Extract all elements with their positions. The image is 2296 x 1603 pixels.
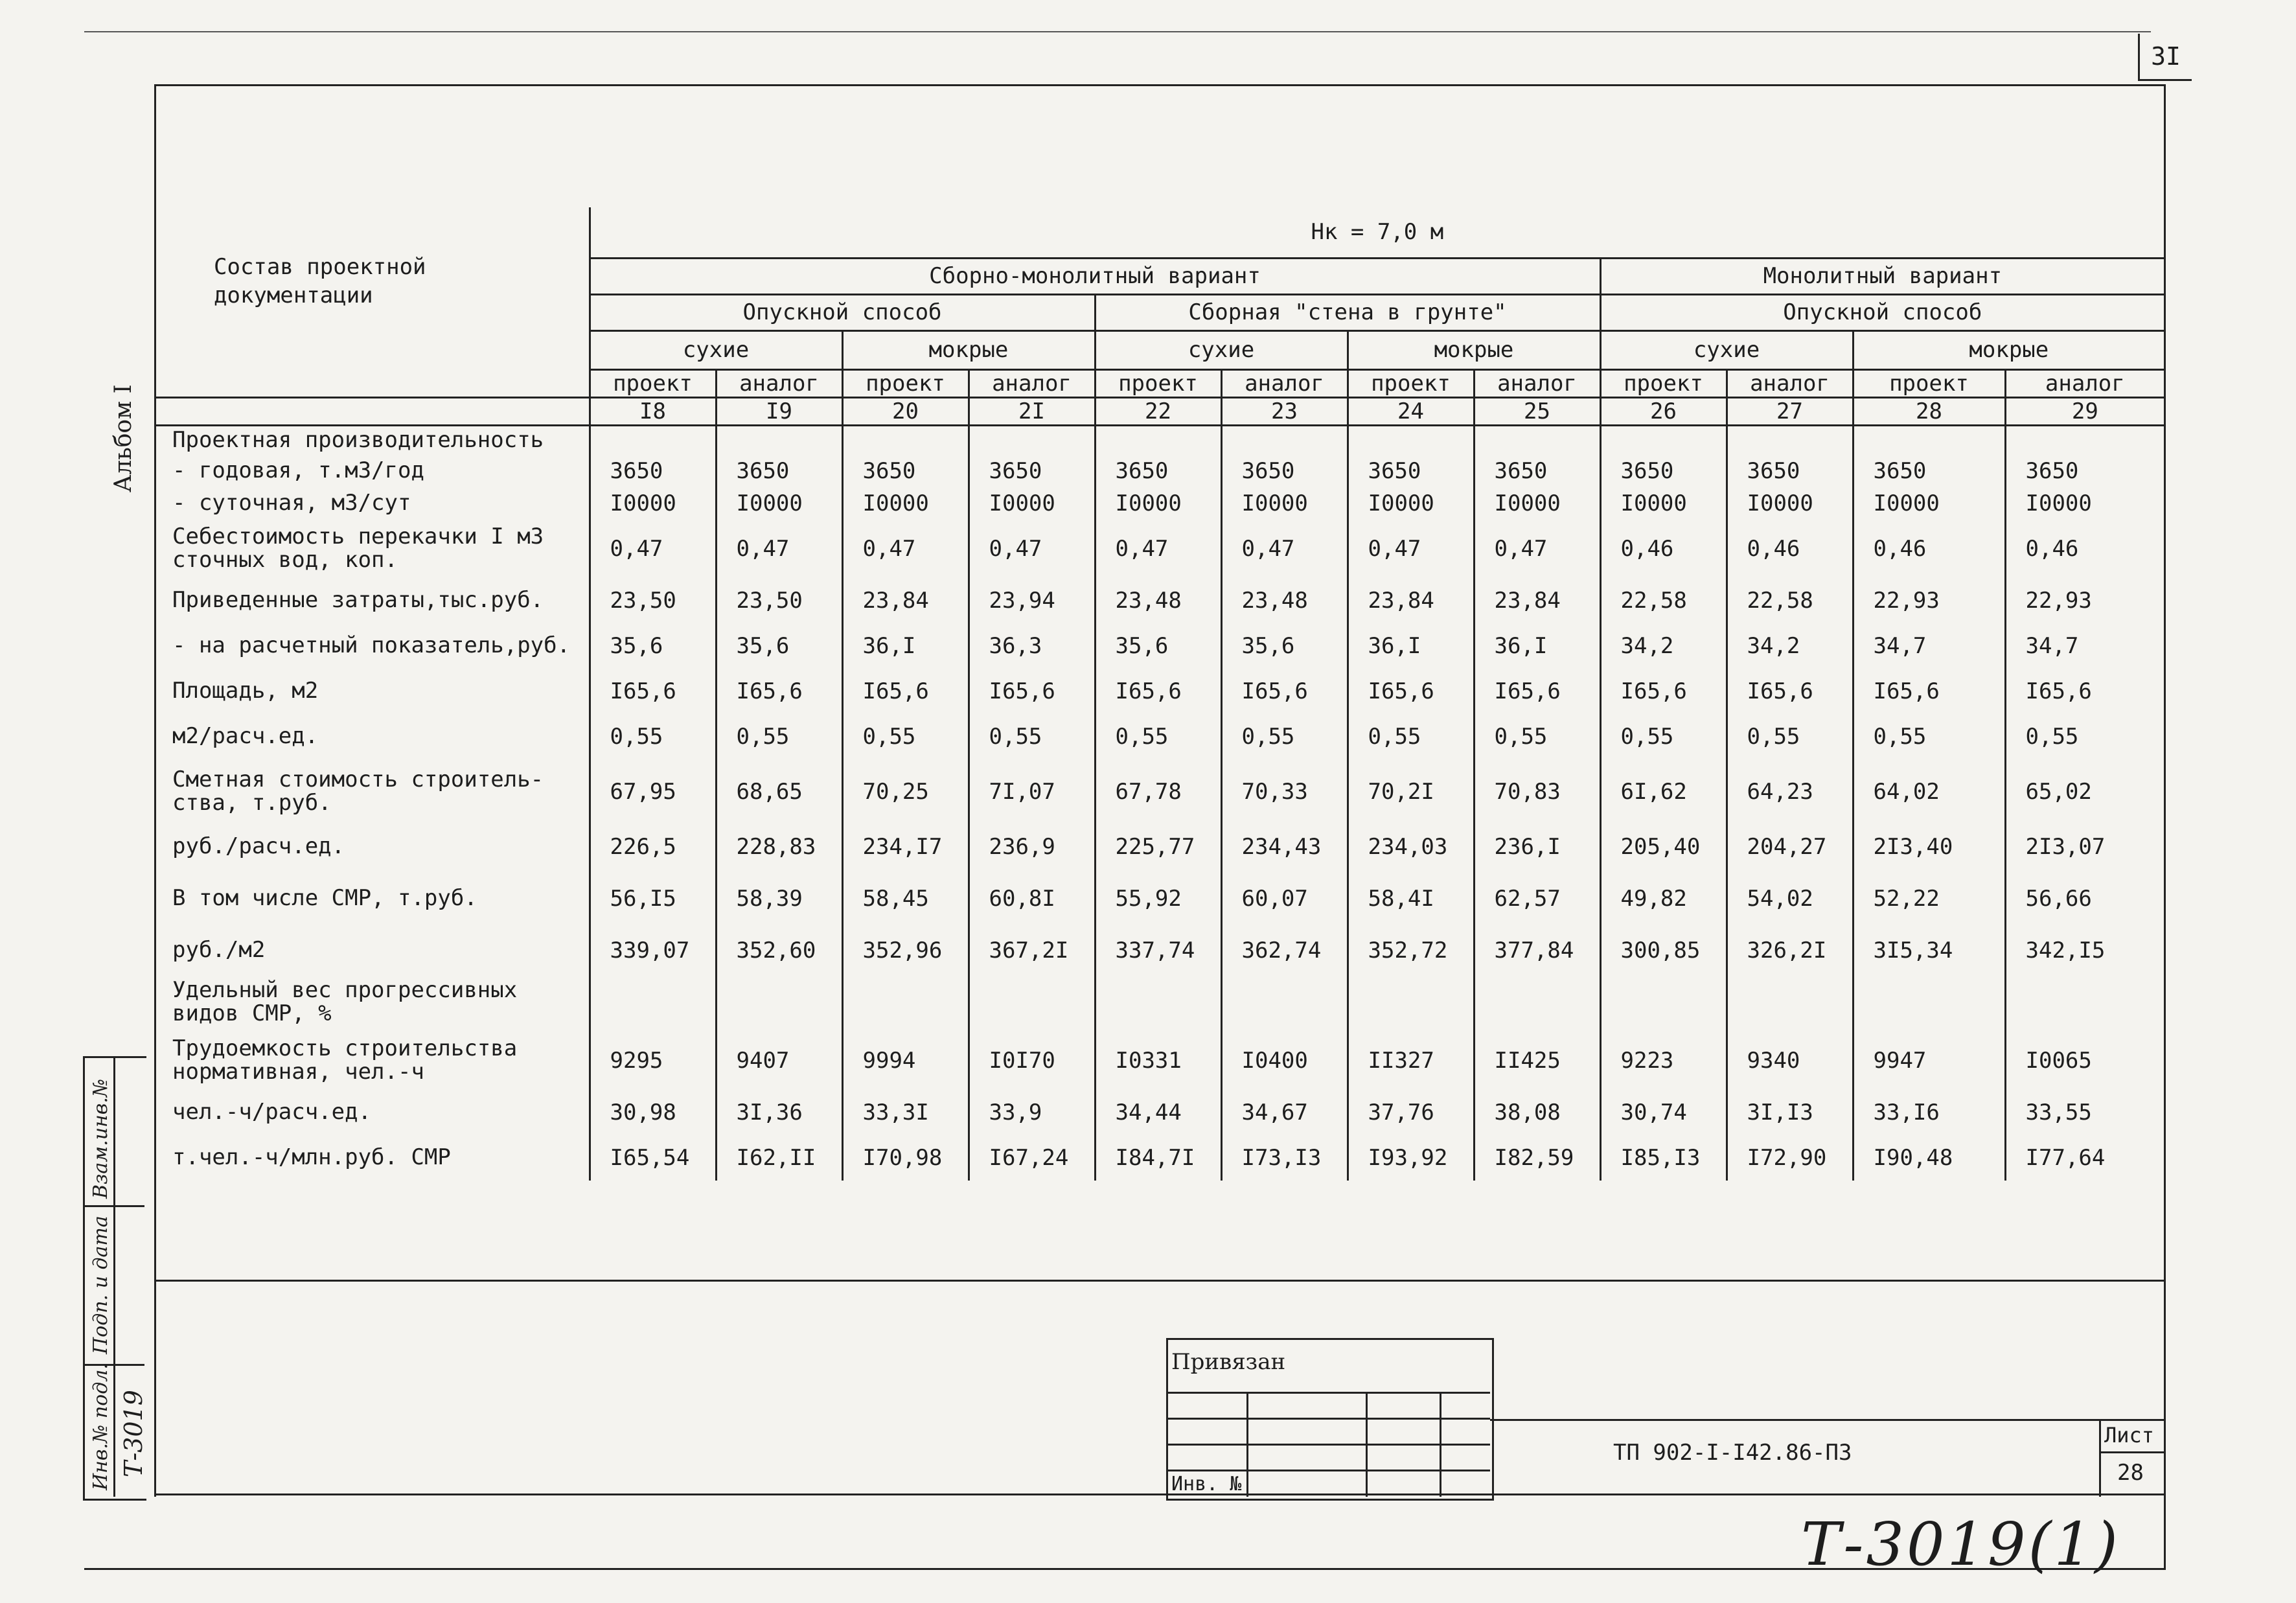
table-cell: 3650 (590, 455, 716, 487)
table-cell: I65,6 (590, 669, 716, 714)
table-cell (2005, 425, 2164, 455)
binding-line (1166, 1470, 1490, 1471)
table-cell: I0000 (590, 487, 716, 520)
table-cell: 0,47 (1221, 520, 1348, 578)
side-stamp-line (83, 1205, 144, 1207)
table-cell: 58,4I (1348, 870, 1474, 928)
table-cell: 326,2I (1727, 928, 1853, 973)
table-cell: 9295 (590, 1032, 716, 1090)
table-cell: 9340 (1727, 1032, 1853, 1090)
table-cell: 35,6 (1221, 623, 1348, 669)
header-num: 25 (1474, 397, 1600, 425)
table-cell: 0,55 (842, 714, 969, 759)
table-cell: I67,24 (969, 1135, 1095, 1181)
table-cell (1348, 973, 1474, 1032)
row-label: Сметная стоимость строитель- ства, т.руб. (172, 767, 544, 816)
table-cell: I0400 (1221, 1032, 1348, 1090)
table-cell: 23,50 (590, 578, 716, 623)
header-type: аналог (1474, 369, 1600, 397)
table-cell (969, 425, 1095, 455)
table-cell: 0,46 (2005, 520, 2164, 578)
table-cell (590, 973, 716, 1032)
table-cell: 23,48 (1095, 578, 1221, 623)
table-cell: 3650 (969, 455, 1095, 487)
table-cell: 339,07 (590, 928, 716, 973)
side-stamp-inv-label: Инв.№ подл. (89, 1363, 112, 1490)
side-stamp-sign-label: Подп. и дата (89, 1216, 112, 1354)
row-label: т.чел.-ч/млн.руб. СМР (172, 1144, 451, 1171)
table-cell: 3650 (1727, 455, 1853, 487)
table-cell: II425 (1474, 1032, 1600, 1090)
table-cell: 23,84 (842, 578, 969, 623)
table-cell: 64,23 (1727, 759, 1853, 824)
header-type: проект (1095, 369, 1221, 397)
table-cell: 36,3 (969, 623, 1095, 669)
header-num: 2I (969, 397, 1095, 425)
table-cell: 9994 (842, 1032, 969, 1090)
table-cell: 36,I (1474, 623, 1600, 669)
table-cell: 6I,62 (1600, 759, 1727, 824)
table-cell: 35,6 (590, 623, 716, 669)
table-cell: II327 (1348, 1032, 1474, 1090)
table-cell: 60,8I (969, 870, 1095, 928)
table-cell: 23,48 (1221, 578, 1348, 623)
table-cell: 0,55 (590, 714, 716, 759)
table-body (155, 425, 2164, 1181)
table-cell: I0000 (969, 487, 1095, 520)
table-cell: 234,03 (1348, 824, 1474, 870)
row-label: - суточная, м3/сут (172, 490, 411, 516)
table-cell (1600, 425, 1727, 455)
table-cell: I85,I3 (1600, 1135, 1727, 1181)
table-cell: 3650 (842, 455, 969, 487)
table-cell: 33,9 (969, 1090, 1095, 1135)
table-cell: I65,6 (1853, 669, 2005, 714)
table-cell: 36,I (1348, 623, 1474, 669)
table-cell: 0,47 (842, 520, 969, 578)
doc-code: ТП 902-I-I42.86-ПЗ (1613, 1440, 1852, 1466)
table-cell: 0,55 (1727, 714, 1853, 759)
table-cell: 0,47 (1095, 520, 1221, 578)
header-nk: Нк = 7,0 м (590, 207, 2164, 258)
binding-line (1166, 1418, 1490, 1420)
header-num: 22 (1095, 397, 1221, 425)
table-cell: 67,95 (590, 759, 716, 824)
table-cell: 67,78 (1095, 759, 1221, 824)
handwritten-inventory: Т-3019(1) (1801, 1510, 2120, 1579)
header-method-wall: Сборная "стена в грунте" (1095, 294, 1600, 330)
table-cell: 9407 (716, 1032, 842, 1090)
table-cell: 352,96 (842, 928, 969, 973)
row-label: руб./м2 (172, 937, 266, 963)
table-cell (716, 425, 842, 455)
header-type: аналог (969, 369, 1095, 397)
side-stamp-inv-number: Т-3019 (119, 1390, 148, 1477)
binding-col (1246, 1392, 1248, 1497)
header-num: 20 (842, 397, 969, 425)
album-label: Альбом I (110, 384, 137, 492)
table-cell: 234,I7 (842, 824, 969, 870)
header-type: проект (1853, 369, 2005, 397)
header-num: 27 (1727, 397, 1853, 425)
table-cell: 65,02 (2005, 759, 2164, 824)
table-cell: I65,6 (1727, 669, 1853, 714)
table-cell: I93,92 (1348, 1135, 1474, 1181)
table-cell: I0000 (716, 487, 842, 520)
table-cell: 0,55 (1600, 714, 1727, 759)
table-cell: 226,5 (590, 824, 716, 870)
table-cell: 70,33 (1221, 759, 1348, 824)
table-cell: 0,55 (969, 714, 1095, 759)
table-cell: 49,82 (1600, 870, 1727, 928)
table-cell: 0,55 (1474, 714, 1600, 759)
row-label: м2/расч.ед. (172, 723, 319, 750)
table-cell: 300,85 (1600, 928, 1727, 973)
table-cell (1853, 973, 2005, 1032)
row-label: - на расчетный показатель,руб. (172, 632, 571, 659)
header-num: I9 (716, 397, 842, 425)
header-type: проект (1600, 369, 1727, 397)
table-cell: I65,6 (716, 669, 842, 714)
table-cell: 236,9 (969, 824, 1095, 870)
header-num: 23 (1221, 397, 1348, 425)
table-row (155, 714, 2164, 759)
row-label: Удельный вес прогрессивных видов СМР, % (172, 977, 518, 1026)
page-number: 3I (2138, 34, 2192, 81)
table-cell: 0,47 (1348, 520, 1474, 578)
header-cond: мокрые (1348, 330, 1600, 369)
row-label: В том числе СМР, т.руб. (172, 885, 477, 912)
row-label: Себестоимость перекачки I м3 сточных вод, коп. (172, 524, 544, 573)
table-cell: 228,83 (716, 824, 842, 870)
table-cell: 2I3,40 (1853, 824, 2005, 870)
row-label: Трудоемкость строительства нормативная, чел.-ч (172, 1035, 518, 1085)
table-cell: I0000 (1095, 487, 1221, 520)
header-method-op1: Опускной способ (590, 294, 1095, 330)
table-cell: 34,67 (1221, 1090, 1348, 1135)
table-cell: 0,47 (590, 520, 716, 578)
table-cell: 34,2 (1600, 623, 1727, 669)
table-cell: 205,40 (1600, 824, 1727, 870)
table-cell: I65,6 (1600, 669, 1727, 714)
frame-right (2164, 84, 2166, 1568)
table-cell: 70,83 (1474, 759, 1600, 824)
table-cell: 60,07 (1221, 870, 1348, 928)
frame-bottom-inner (155, 1493, 2164, 1495)
table-row (155, 1090, 2164, 1135)
header-type: аналог (1727, 369, 1853, 397)
table-cell: 0,55 (1348, 714, 1474, 759)
table-cell: 0,55 (1853, 714, 2005, 759)
table-cell: 22,58 (1727, 578, 1853, 623)
table-cell (1853, 425, 2005, 455)
sheet-line (2099, 1451, 2164, 1453)
table-cell: 9947 (1853, 1032, 2005, 1090)
sheet-divider (2099, 1419, 2101, 1497)
table-cell: I0I70 (969, 1032, 1095, 1090)
binding-label: Привязан (1171, 1349, 1286, 1375)
table-cell: 23,84 (1474, 578, 1600, 623)
table-cell: 58,45 (842, 870, 969, 928)
table-row (155, 1135, 2164, 1181)
row-label: Проектная производительность (172, 426, 544, 453)
header-cond: сухие (1095, 330, 1348, 369)
table-cell: 204,27 (1727, 824, 1853, 870)
table-cell: I0331 (1095, 1032, 1221, 1090)
table-cell: 342,I5 (2005, 928, 2164, 973)
table-cell: I72,90 (1727, 1135, 1853, 1181)
table-cell (1095, 425, 1221, 455)
table-cell: 236,I (1474, 824, 1600, 870)
table-cell: I65,6 (969, 669, 1095, 714)
table-row (155, 759, 2164, 824)
table-cell: 38,08 (1474, 1090, 1600, 1135)
table-cell: 0,46 (1727, 520, 1853, 578)
table-cell: 234,43 (1221, 824, 1348, 870)
binding-col (1440, 1392, 1441, 1497)
table-cell: 35,6 (1095, 623, 1221, 669)
table-cell: I62,II (716, 1135, 842, 1181)
table-cell: I65,6 (1474, 669, 1600, 714)
table-cell: 34,7 (2005, 623, 2164, 669)
table-cell: 3650 (716, 455, 842, 487)
table-cell: I70,98 (842, 1135, 969, 1181)
table-cell: 3I,36 (716, 1090, 842, 1135)
table-cell (2005, 973, 2164, 1032)
table-cell: 30,74 (1600, 1090, 1727, 1135)
table-cell: 34,7 (1853, 623, 2005, 669)
table-row (155, 928, 2164, 973)
table-cell (590, 425, 716, 455)
table-cell: 352,60 (716, 928, 842, 973)
top-trim-line (84, 31, 2151, 32)
table-cell: I0000 (1221, 487, 1348, 520)
table-cell: I0000 (1600, 487, 1727, 520)
table-cell: 377,84 (1474, 928, 1600, 973)
table-cell: I65,6 (2005, 669, 2164, 714)
table-cell: 3650 (1348, 455, 1474, 487)
table-cell: I0000 (1727, 487, 1853, 520)
table-cell: 0,47 (1474, 520, 1600, 578)
table-cell: 70,25 (842, 759, 969, 824)
table-cell: 0,47 (716, 520, 842, 578)
table-cell: I90,48 (1853, 1135, 2005, 1181)
table-cell: I65,6 (1221, 669, 1348, 714)
table-cell (1221, 425, 1348, 455)
table-cell: 22,58 (1600, 578, 1727, 623)
table-cell: 3650 (1221, 455, 1348, 487)
header-num: 26 (1600, 397, 1727, 425)
header-cond: мокрые (1853, 330, 2164, 369)
table-cell: I0000 (842, 487, 969, 520)
row-label: руб./расч.ед. (172, 833, 345, 860)
table-cell (1221, 973, 1348, 1032)
row-label: Площадь, м2 (172, 678, 319, 704)
table-cell: 56,I5 (590, 870, 716, 928)
row-label: чел.-ч/расч.ед. (172, 1099, 372, 1125)
header-type: аналог (1221, 369, 1348, 397)
header-doc-label: Состав проектной документации (155, 207, 590, 397)
table-cell: I84,7I (1095, 1135, 1221, 1181)
table-cell: 33,3I (842, 1090, 969, 1135)
table-cell: 2I3,07 (2005, 824, 2164, 870)
header-variant-sb: Сборно-монолитный вариант (590, 258, 1600, 294)
table-row (155, 520, 2164, 578)
table-cell: 367,2I (969, 928, 1095, 973)
table-cell: 362,74 (1221, 928, 1348, 973)
table-cell: 23,84 (1348, 578, 1474, 623)
table-cell: 22,93 (2005, 578, 2164, 623)
table-cell: 3I,I3 (1727, 1090, 1853, 1135)
table-cell: 56,66 (2005, 870, 2164, 928)
binding-line (1166, 1392, 1490, 1394)
table-cell: 0,55 (716, 714, 842, 759)
table-cell: 62,57 (1474, 870, 1600, 928)
table-row (155, 870, 2164, 928)
row-label: Приведенные затраты,тыс.руб. (172, 587, 544, 614)
table-cell: 0,55 (1095, 714, 1221, 759)
table-cell (842, 425, 969, 455)
header-cond: мокрые (842, 330, 1095, 369)
specs-table (155, 207, 2164, 1181)
table-cell: I0000 (1853, 487, 2005, 520)
table-cell: 23,50 (716, 578, 842, 623)
header-num: 24 (1348, 397, 1474, 425)
inv-label: Инв. № (1171, 1473, 1242, 1495)
table-cell: 37,76 (1348, 1090, 1474, 1135)
table-cell: 54,02 (1727, 870, 1853, 928)
table-row (155, 623, 2164, 669)
table-cell: 70,2I (1348, 759, 1474, 824)
header-cond: сухие (1600, 330, 1853, 369)
table-cell: 34,2 (1727, 623, 1853, 669)
table-row (155, 1032, 2164, 1090)
table-cell: 3I5,34 (1853, 928, 2005, 973)
table-cell (716, 973, 842, 1032)
table-cell: 64,02 (1853, 759, 2005, 824)
table-cell: 3650 (1853, 455, 2005, 487)
table-cell: 3650 (1600, 455, 1727, 487)
row-label: - годовая, т.м3/год (172, 457, 424, 484)
binding-line (1166, 1444, 1490, 1446)
table-cell: 3650 (1095, 455, 1221, 487)
table-row (155, 425, 2164, 455)
side-stamp-replace-label: Взам.инв.№ (89, 1078, 112, 1199)
title-block-line (1490, 1419, 2164, 1421)
header-method-op2: Опускной способ (1600, 294, 2164, 330)
header-cond: сухие (590, 330, 842, 369)
header-type: проект (1348, 369, 1474, 397)
table-cell: I65,6 (1348, 669, 1474, 714)
table-cell: I0000 (1474, 487, 1600, 520)
table-cell: 35,6 (716, 623, 842, 669)
table-row (155, 973, 2164, 1032)
table-cell (1727, 973, 1853, 1032)
table-cell: I65,6 (842, 669, 969, 714)
table-cell: I0000 (2005, 487, 2164, 520)
header-type: проект (590, 369, 716, 397)
side-stamp-divider (113, 1056, 115, 1497)
table-row (155, 487, 2164, 520)
table-cell: 23,94 (969, 578, 1095, 623)
table-cell (1348, 425, 1474, 455)
table-row (155, 824, 2164, 870)
header-num: I8 (590, 397, 716, 425)
frame-top (155, 84, 2164, 86)
table-cell: 3650 (1474, 455, 1600, 487)
header-variant-mon: Монолитный вариант (1600, 258, 2164, 294)
header-type: аналог (2005, 369, 2164, 397)
table-bottom-line (155, 1280, 2164, 1282)
table-cell: I0065 (2005, 1032, 2164, 1090)
table-cell: 58,39 (716, 870, 842, 928)
header-num: 28 (1853, 397, 2005, 425)
table-cell: 0,47 (969, 520, 1095, 578)
table-cell (1727, 425, 1853, 455)
table-cell: I65,6 (1095, 669, 1221, 714)
table-cell: 0,55 (2005, 714, 2164, 759)
table-cell: 7I,07 (969, 759, 1095, 824)
table-cell: I77,64 (2005, 1135, 2164, 1181)
table-cell: 9223 (1600, 1032, 1727, 1090)
table-row (155, 455, 2164, 487)
header-type: проект (842, 369, 969, 397)
table-cell (969, 973, 1095, 1032)
table-cell: 36,I (842, 623, 969, 669)
table-cell: I73,I3 (1221, 1135, 1348, 1181)
table-cell: 33,55 (2005, 1090, 2164, 1135)
table-cell (1474, 425, 1600, 455)
table-cell: 3650 (2005, 455, 2164, 487)
table-cell (1474, 973, 1600, 1032)
sheet-number: 28 (2117, 1460, 2144, 1486)
table-cell: 52,22 (1853, 870, 2005, 928)
header-type: аналог (716, 369, 842, 397)
table-cell: 33,I6 (1853, 1090, 2005, 1135)
table-cell: 0,46 (1600, 520, 1727, 578)
sheet-label: Лист (2104, 1423, 2155, 1447)
table-row (155, 578, 2164, 623)
table-cell: 30,98 (590, 1090, 716, 1135)
table-cell (1600, 973, 1727, 1032)
table-cell: 225,77 (1095, 824, 1221, 870)
table-row (155, 669, 2164, 714)
table-cell: 22,93 (1853, 578, 2005, 623)
table-cell: I65,54 (590, 1135, 716, 1181)
table-cell (1095, 973, 1221, 1032)
table-cell: 68,65 (716, 759, 842, 824)
table-cell: I82,59 (1474, 1135, 1600, 1181)
binding-col (1366, 1392, 1368, 1497)
table-cell: 55,92 (1095, 870, 1221, 928)
table-cell: 0,46 (1853, 520, 2005, 578)
table-cell: I0000 (1348, 487, 1474, 520)
header-num: 29 (2005, 397, 2164, 425)
table-cell: 0,55 (1221, 714, 1348, 759)
table-cell: 352,72 (1348, 928, 1474, 973)
table-cell: 337,74 (1095, 928, 1221, 973)
table-cell: 34,44 (1095, 1090, 1221, 1135)
table-cell (842, 973, 969, 1032)
